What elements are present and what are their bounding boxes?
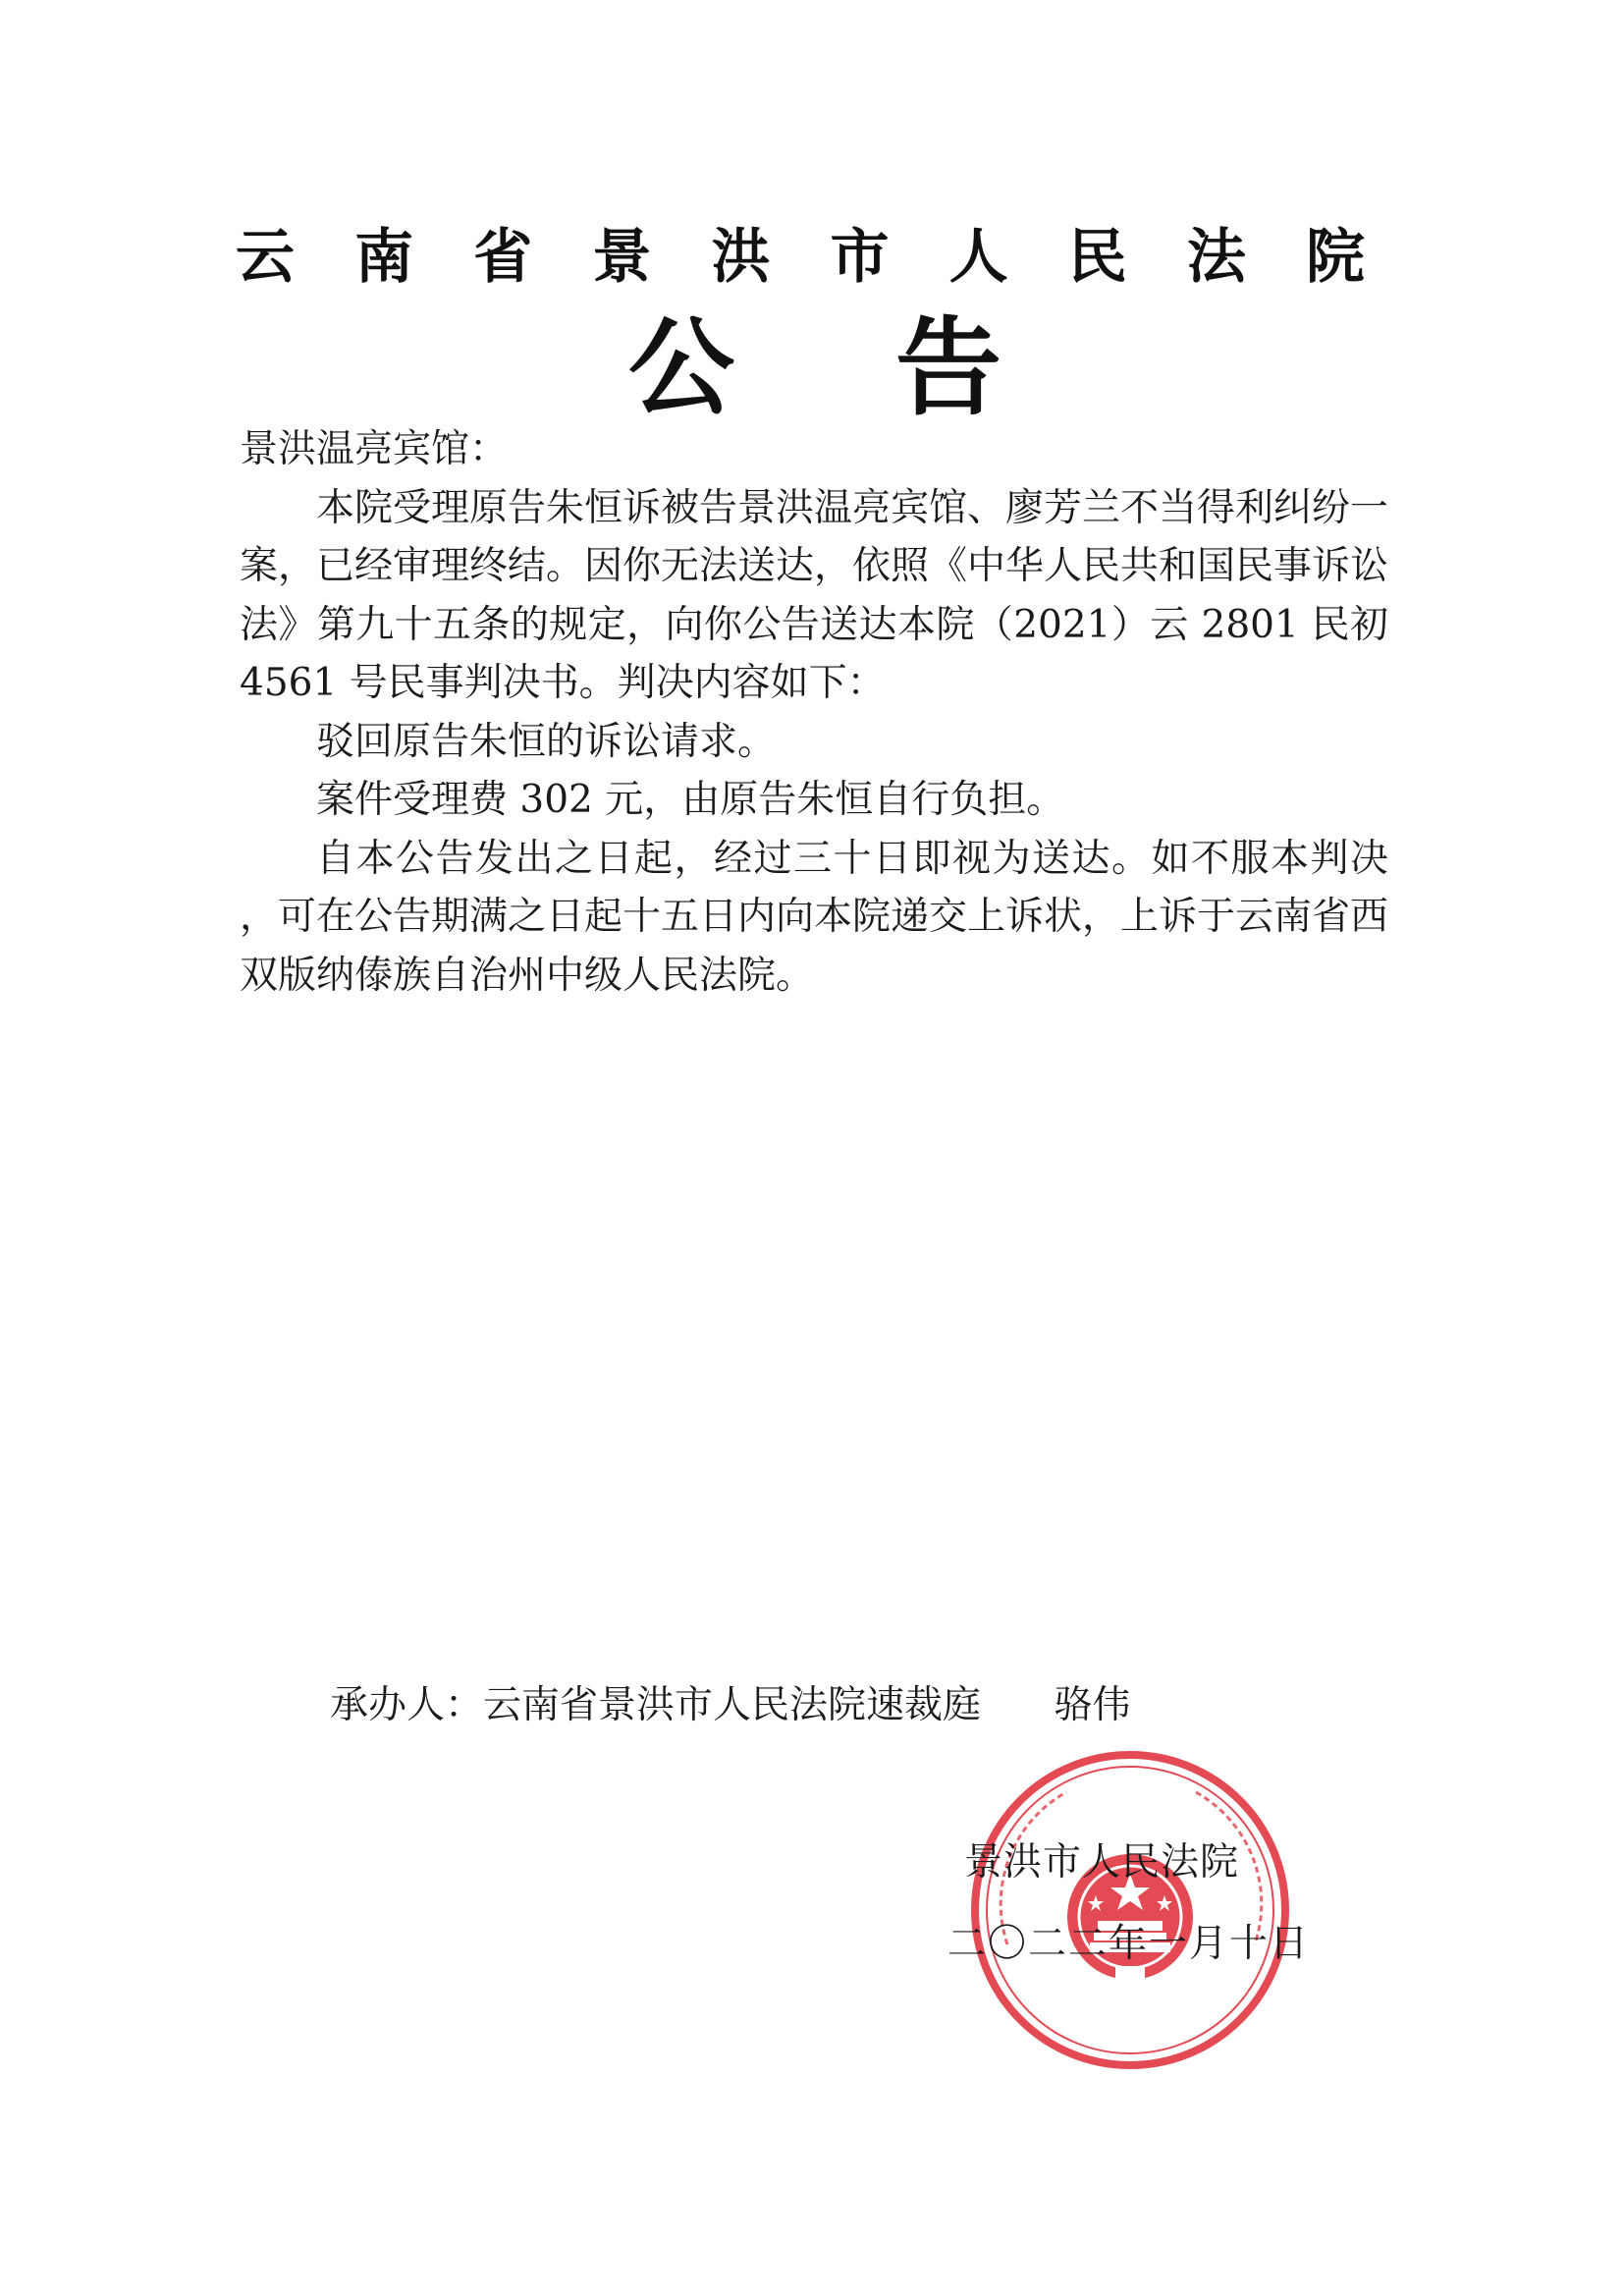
court-seal-icon [968,1748,1292,2072]
court-title-char: 南 [354,223,414,292]
notice-body [240,420,1388,1005]
court-title-char: 洪 [711,223,771,292]
signature-court: 景洪市人民法院 [964,1840,1240,1885]
paragraph-judgment: 驳回原告朱恒的诉讼请求。 [316,719,777,764]
court-title-char: 省 [473,223,533,292]
court-title-char: 院 [1305,223,1365,292]
handler-line [330,1674,1130,1729]
document-title-char: 公 [628,306,735,430]
court-title-char: 民 [1067,223,1127,292]
paragraph-case-summary: 本院受理原告朱恒诉被告景洪温亮宾馆、廖芳兰不当得利纠纷一案，已经审理终结。因你无法送达，依照《中华人民共和国民事诉讼法》第九十五条的规定，向你公告送达本院（2021）云 2801 民初 4561 号民事判决书。判决内容如下： [240,485,1389,705]
signature-date: 二〇二二年一月十日 [947,1922,1311,1966]
court-title-char: 云 [236,223,295,292]
addressee: 景洪温亮宾馆： [240,427,509,471]
handler-name: 骆伟 [1054,1683,1131,1727]
court-title-char: 人 [948,223,1008,292]
court-title-char: 景 [592,223,652,292]
paragraph-appeal: 自本公告发出之日起，经过三十日即视为送达。如不服本判决 ，可在公告期满之日起十五日内向本院递交上诉状，上诉于云南省西双版纳傣族自治州中级人民法院。 [240,836,1389,998]
court-title [236,208,1365,297]
paragraph-fee: 案件受理费 302 元，由原告朱恒自行负担。 [316,778,1065,822]
document-title [628,300,1001,430]
court-title-char: 市 [830,223,890,292]
court-title-char: 法 [1186,223,1246,292]
handler-label: 承办人：云南省景洪市人民法院速裁庭 [330,1683,982,1727]
document-title-char: 告 [894,306,1001,430]
